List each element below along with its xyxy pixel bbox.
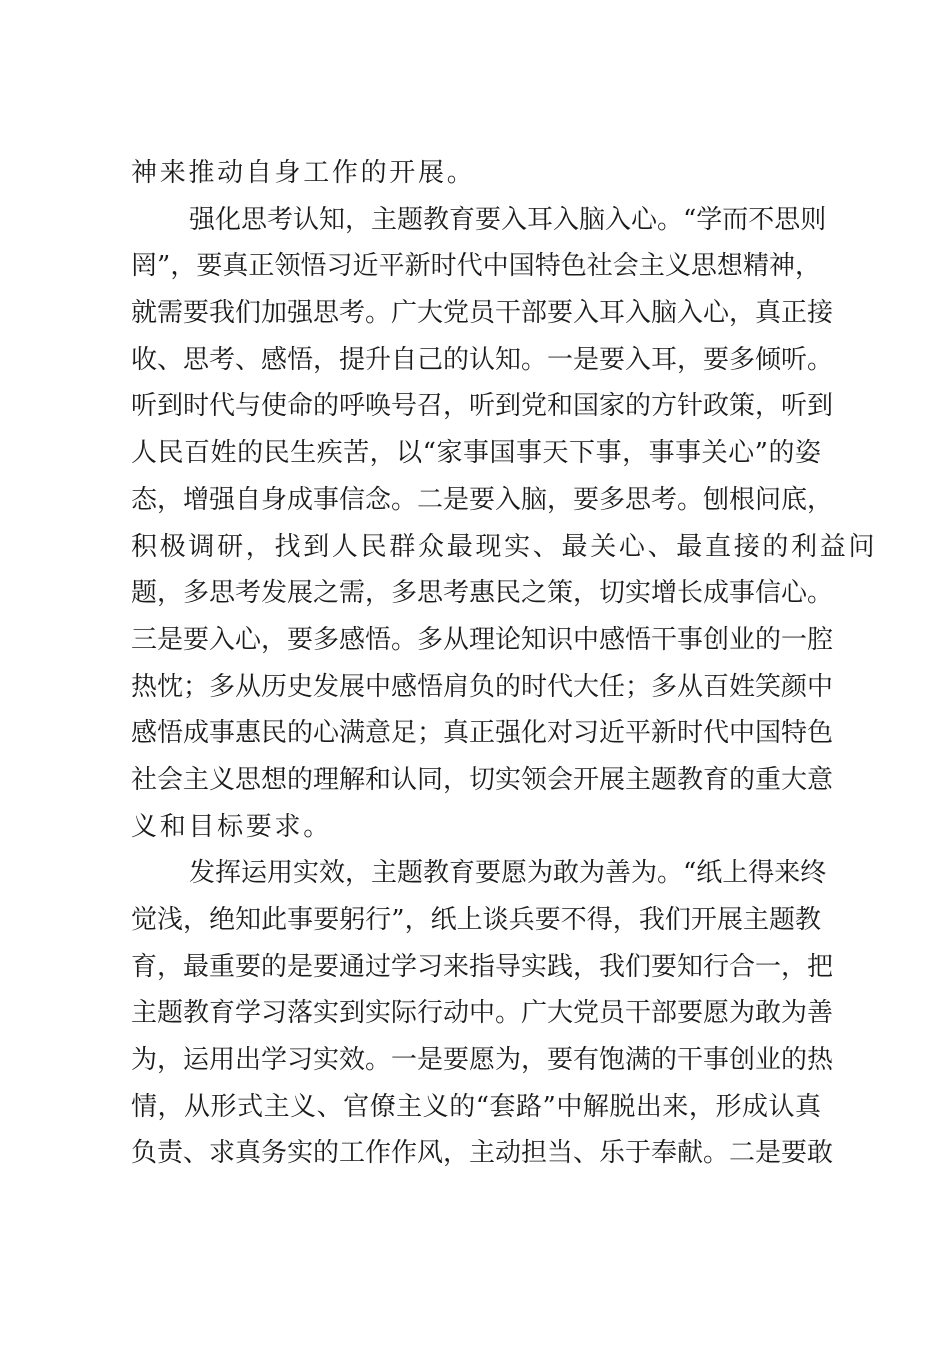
text-line: 情，从形式主义、官僚主义的“套路”中解脱出来，形成认真 — [131, 1091, 821, 1122]
text-line: 热忱；多从历史发展中感悟肩负的时代大任；多从百姓笑颜中 — [131, 671, 834, 702]
text-line: 三是要入心，要多感悟。多从理论知识中感悟干事创业的一腔 — [131, 624, 834, 655]
text-line: 积极调研，找到人民群众最现实、最关心、最直接的利益问 — [131, 531, 878, 562]
text-line: 负责、求真务实的工作作风，主动担当、乐于奉献。二是要敢 — [131, 1138, 834, 1169]
text-line: 感悟成事惠民的心满意足；真正强化对习近平新时代中国特色 — [131, 718, 834, 749]
text-line: 育，最重要的是要通过学习来指导实践，我们要知行合一，把 — [131, 951, 834, 982]
text-line: 社会主义思想的理解和认同，切实领会开展主题教育的重大意 — [131, 764, 834, 795]
text-line: 主题教育学习落实到实际行动中。广大党员干部要愿为敢为善 — [131, 998, 834, 1029]
text-line: 觉浅，绝知此事要躬行”，纸上谈兵要不得，我们开展主题教 — [131, 905, 821, 935]
text-line: 发挥运用实效，主题教育要愿为敢为善为。“纸上得来终 — [189, 858, 827, 889]
text-line: 人民百姓的民生疾苦，以“家事国事天下事，事事关心”的姿 — [131, 438, 821, 469]
document-page — [131, 150, 878, 1177]
text-line: 强化思考认知，主题教育要入耳入脑入心。“学而不思则 — [189, 204, 827, 235]
text-line: 听到时代与使命的呼唤号召，听到党和国家的方针政策，听到 — [131, 391, 834, 422]
text-line: 就需要我们加强思考。广大党员干部要入耳入脑入心，真正接 — [131, 298, 834, 329]
text-line: 罔”，要真正领悟习近平新时代中国特色社会主义思想精神， — [131, 251, 821, 282]
text-line: 题，多思考发展之需，多思考惠民之策，切实增长成事信心。 — [131, 578, 834, 609]
text-line: 为，运用出学习实效。一是要愿为，要有饱满的干事创业的热 — [131, 1045, 834, 1076]
text-line: 义和目标要求。 — [131, 811, 332, 842]
text-line: 神来推动自身工作的开展。 — [131, 158, 476, 188]
text-line: 态，增强自身成事信念。二是要入脑，要多思考。刨根问底， — [131, 484, 834, 515]
text-line: 收、思考、感悟，提升自己的认知。一是要入耳，要多倾听。 — [131, 344, 834, 375]
